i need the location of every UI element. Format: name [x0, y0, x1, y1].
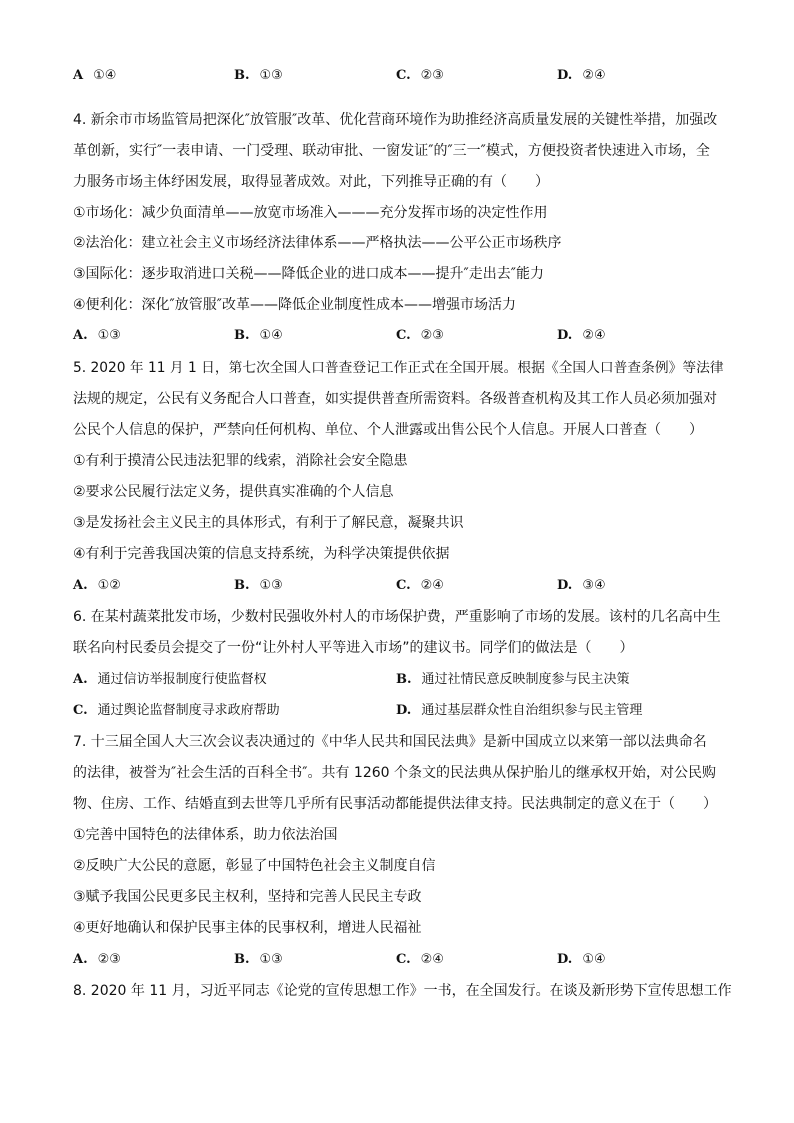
- q5-option-a: A. ①②: [73, 578, 121, 593]
- q7-option-b: B. ①③: [234, 952, 283, 967]
- q5-statement-4: ④有利于完善我国决策的信息支持系统，为科学决策提供依据: [73, 546, 450, 562]
- q7-statement-2: ②反映广大公民的意愿，彰显了中国特色社会主义制度自信: [73, 858, 436, 874]
- q4-option-b: B. ①④: [234, 328, 283, 343]
- q5-stem-line-2: 法规的规定，公民有义务配合人口普查，如实提供普查所需资料。各级普查机构及其工作人员必须加强对: [73, 391, 717, 407]
- q7-option-a: A. ②③: [73, 952, 121, 967]
- q6-option-b: B. 通过社情民意反映制度参与民主决策: [396, 672, 630, 687]
- q5-option-c: C. ②④: [396, 578, 444, 593]
- q6-stem-line-1: 6. 在某村蔬菜批发市场，少数村民强收外村人的市场保护费，严重影响了市场的发展。该村的几名高中生: [73, 609, 721, 625]
- q4-option-a: A. ①③: [73, 328, 121, 343]
- q5-stem-line-1: 5. 2020 年 11 月 1 日，第七次全国人口普查登记工作正式在全国开展。根据《全国人口普查条例》等法律: [73, 360, 724, 376]
- q4-statement-1: ①市场化：减少负面清单——放宽市场准入———充分发挥市场的决定性作用: [73, 205, 548, 221]
- q3-option-a: A ①④: [73, 68, 117, 83]
- q7-stem-line-1: 7. 十三届全国人大三次会议表决通过的《中华人民共和国民法典》是新中国成立以来第一部以法典命名: [73, 734, 707, 750]
- q5-option-d: D. ③④: [557, 578, 606, 593]
- q7-stem-line-3: 物、住房、工作、结婚直到去世等几乎所有民事活动都能提供法律支持。民法典制定的意义在于（ ）: [73, 796, 717, 812]
- q5-statement-1: ①有利于摸清公民违法犯罪的线索，消除社会安全隐患: [73, 453, 408, 469]
- q5-statement-3: ③是发扬社会主义民主的具体形式，有利于了解民意，凝聚共识: [73, 515, 464, 531]
- q3-option-d: D. ②④: [557, 68, 606, 83]
- q7-statement-3: ③赋予我国公民更多民主权利，坚持和完善人民民主专政: [73, 889, 422, 905]
- q4-statement-3: ③国际化：逐步取消进口关税——降低企业的进口成本——提升″走出去″能力: [73, 266, 545, 282]
- q6-option-d: D. 通过基层群众性自治组织参与民主管理: [396, 703, 643, 718]
- q8-stem-line-1: 8. 2020 年 11 月，习近平同志《论党的宣传思想工作》一书，在全国发行。在谈及新形势下宣传思想工作: [73, 983, 732, 999]
- q7-statement-4: ④更好地确认和保护民事主体的民事权利，增进人民福祉: [73, 920, 422, 936]
- q4-option-d: D. ②④: [557, 328, 606, 343]
- q4-stem-line-1: 4. 新余市市场监管局把深化″放管服″改革、优化营商环境作为助推经济高质量发展的关键性举措，加强改: [73, 112, 718, 128]
- q6-stem-line-2: 联名向村民委员会提交了一份“让外村人平等进入市场”的建议书。同学们的做法是（ ）: [73, 640, 634, 656]
- q4-statement-4: ④便利化：深化″放管服″改革——降低企业制度性成本——增强市场活力: [73, 297, 517, 313]
- q6-option-a: A. 通过信访举报制度行使监督权: [73, 672, 267, 687]
- q7-option-c: C. ②④: [396, 952, 444, 967]
- q7-statement-1: ①完善中国特色的法律体系，助力依法治国: [73, 827, 338, 843]
- q3-option-c: C. ②③: [396, 68, 444, 83]
- q4-stem-line-3: 力服务市场主体纾困发展，取得显著成效。对此，下列推导正确的有（ ）: [73, 174, 549, 190]
- q4-statement-2: ②法治化：建立社会主义市场经济法律体系——严格执法——公平公正市场秩序: [73, 235, 562, 251]
- q5-stem-line-3: 公民个人信息的保护，严禁向任何机构、单位、个人泄露或出售公民个人信息。开展人口普查（ ）: [73, 422, 703, 438]
- q5-option-b: B. ①③: [234, 578, 283, 593]
- q6-option-c: C. 通过舆论监督制度寻求政府帮助: [73, 703, 280, 718]
- q4-option-c: C. ②③: [396, 328, 444, 343]
- q7-option-d: D. ①④: [557, 952, 606, 967]
- q3-option-b: B. ①③: [234, 68, 283, 83]
- q5-statement-2: ②要求公民履行法定义务，提供真实准确的个人信息: [73, 484, 394, 500]
- q4-stem-line-2: 革创新，实行″一表申请、一门受理、联动审批、一窗发证″的″三一″模式，方便投资者快速进入市场，全: [73, 143, 710, 159]
- q7-stem-line-2: 的法律，被誉为″社会生活的百科全书″。共有 1260 个条文的民法典从保护胎儿的继承权开始，对公民购: [73, 765, 716, 781]
